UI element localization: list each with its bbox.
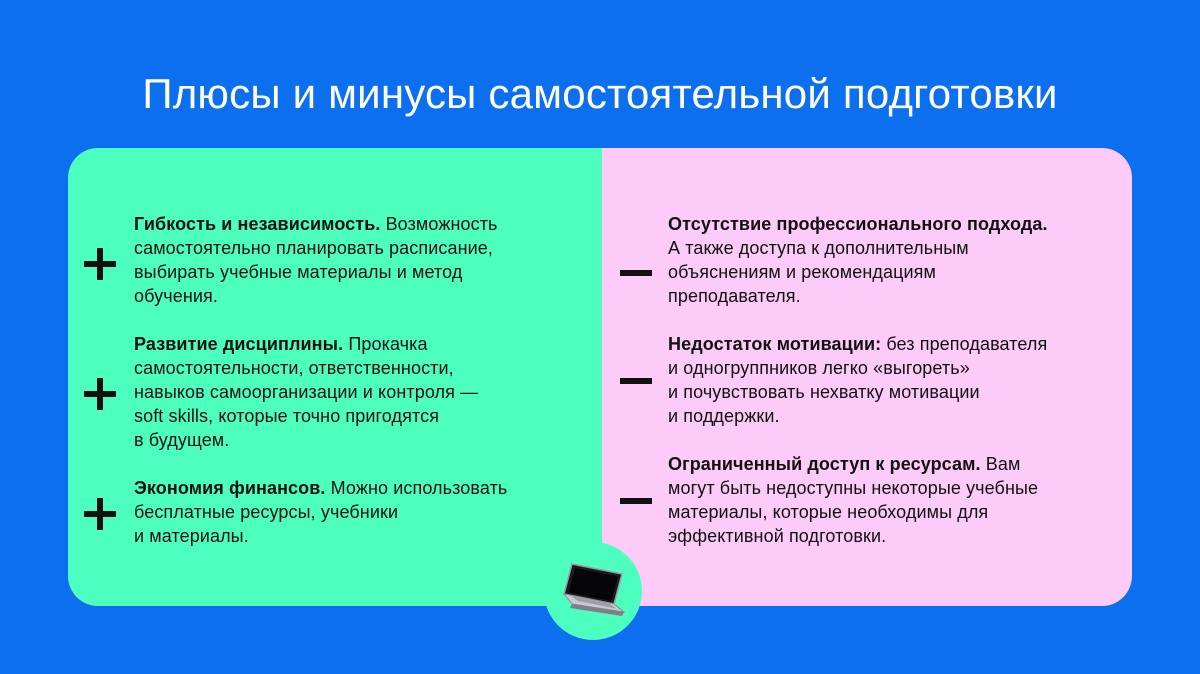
pro-item-text: Прокачка [343, 334, 428, 354]
pro-item-line [134, 356, 478, 380]
pro-item-line [134, 236, 498, 260]
pro-item-2 [134, 332, 478, 452]
pro-item-line [134, 428, 478, 452]
con-item-text: эффективной подготовки. [668, 526, 887, 546]
con-item-heading: Недостаток мотивации: [668, 334, 882, 354]
con-item-text: объяснениям и рекомендациям [668, 262, 936, 282]
con-item-line [668, 500, 1038, 524]
con-item-line [668, 380, 1047, 404]
pro-item-line [134, 380, 478, 404]
pro-item-line [134, 284, 498, 308]
con-item-line [668, 212, 1048, 236]
con-item-text: Вам [980, 454, 1021, 474]
con-item-line [668, 332, 1047, 356]
pro-item-text: самостоятельности, ответственности, [134, 358, 454, 378]
con-item-line [668, 452, 1038, 476]
plus-icon [84, 248, 116, 280]
minus-icon [620, 498, 652, 504]
pro-item-text: и материалы. [134, 526, 249, 546]
pro-item-text: обучения. [134, 286, 218, 306]
con-item-heading: Ограниченный доступ к ресурсам. [668, 454, 981, 474]
con-item-line [668, 236, 1048, 260]
pro-item-text: самостоятельно планировать расписание, [134, 238, 494, 258]
pro-item-line [134, 476, 507, 500]
pro-item-line [134, 404, 478, 428]
con-item-1 [668, 212, 1048, 308]
laptop-badge [544, 542, 642, 640]
minus-icon [620, 270, 652, 276]
pro-item-text: в будущем. [134, 430, 230, 450]
pro-item-text: soft skills, которые точно пригодятся [134, 406, 440, 426]
con-item-text: могут быть недоступны некоторые учебные [668, 478, 1039, 498]
pro-item-line [134, 332, 478, 356]
con-item-line [668, 476, 1038, 500]
con-item-line [668, 356, 1047, 380]
con-item-3 [668, 452, 1038, 548]
con-item-line [668, 260, 1048, 284]
con-item-text: и почувствовать нехватку мотивации [668, 382, 980, 402]
plus-icon [84, 498, 116, 530]
pro-item-line [134, 260, 498, 284]
page-title: Плюсы и минусы самостоятельной подготовки [142, 70, 1058, 117]
pro-item-text: навыков самоорганизации и контроля — [134, 382, 479, 402]
minus-icon [620, 378, 652, 384]
pro-item-line [134, 212, 498, 236]
pro-item-3 [134, 476, 507, 548]
pro-item-text: выбирать учебные материалы и метод [134, 262, 463, 282]
con-item-text: и поддержки. [668, 406, 780, 426]
con-item-line [668, 284, 1048, 308]
pro-item-text: бесплатные ресурсы, учебники [134, 502, 399, 522]
pro-item-line [134, 500, 507, 524]
pro-item-heading: Развитие дисциплины. [134, 334, 344, 354]
con-item-line [668, 524, 1038, 548]
con-item-text: без преподавателя [881, 334, 1048, 354]
cons-panel [602, 148, 1132, 606]
pro-item-line [134, 524, 507, 548]
pro-item-1 [134, 212, 498, 308]
pros-panel [68, 148, 602, 606]
con-item-text: А также доступа к дополнительным [668, 238, 969, 258]
plus-icon [84, 378, 116, 410]
con-item-text: и одногруппников легко «выгореть» [668, 358, 970, 378]
pro-item-heading: Гибкость и независимость. [134, 214, 381, 234]
pro-item-heading: Экономия финансов. [134, 478, 326, 498]
con-item-line [668, 404, 1047, 428]
pro-item-text: Возможность [380, 214, 498, 234]
con-item-text: преподавателя. [668, 286, 801, 306]
pros-cons-card [68, 148, 1132, 606]
laptop-icon [558, 560, 628, 622]
con-item-2 [668, 332, 1047, 428]
pro-item-text: Можно использовать [325, 478, 508, 498]
con-item-heading: Отсутствие профессионального подхода. [668, 214, 1048, 234]
con-item-text: материалы, которые необходимы для [668, 502, 989, 522]
